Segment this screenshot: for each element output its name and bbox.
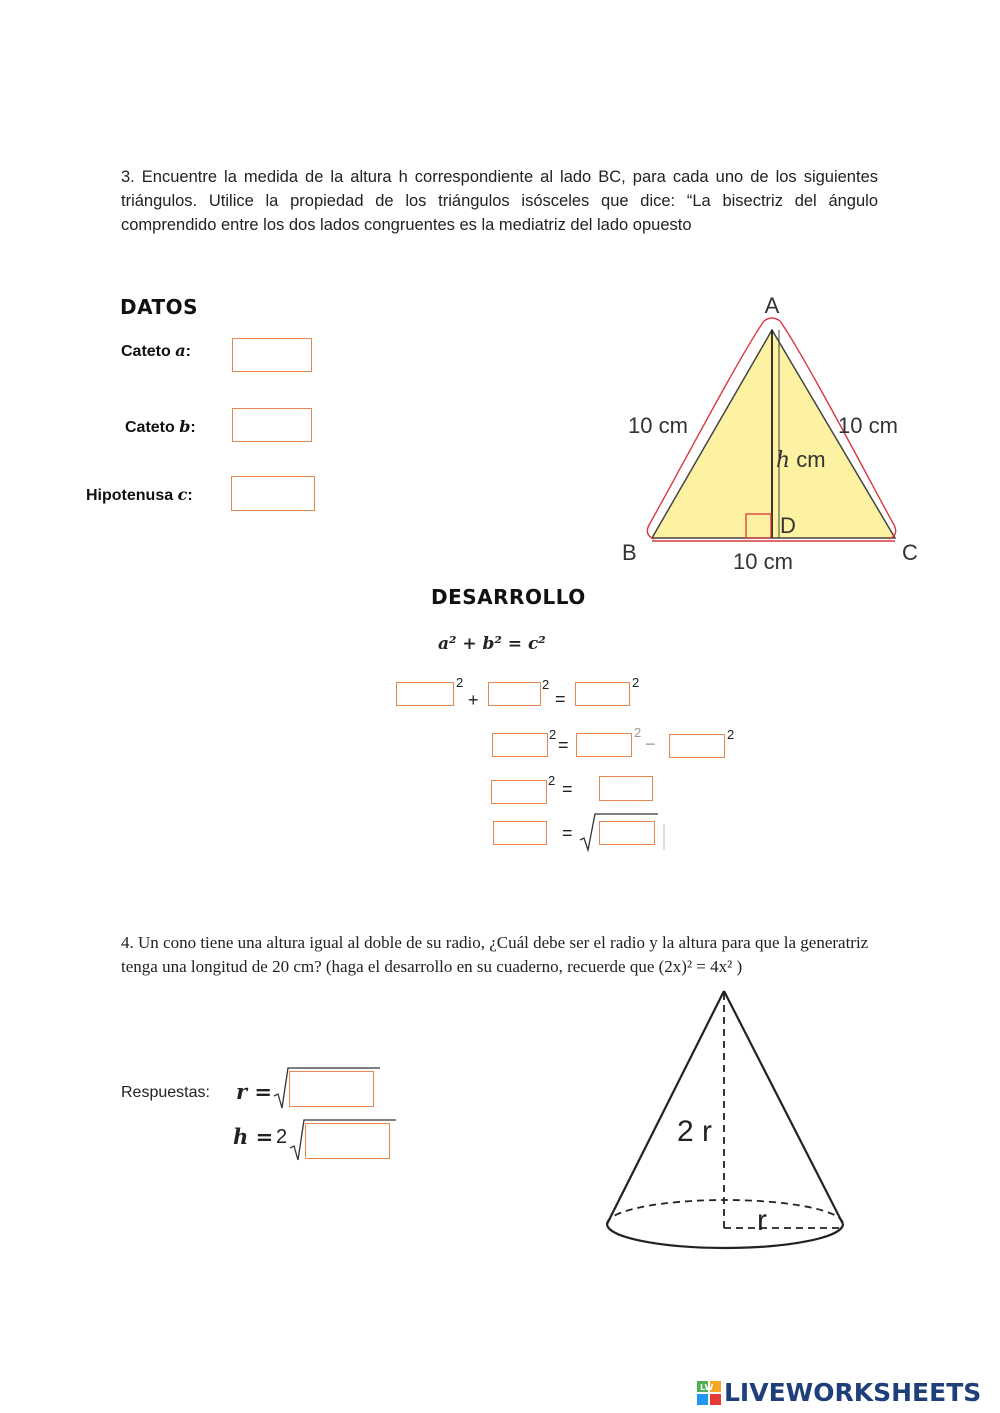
h-answer-input[interactable] bbox=[305, 1123, 390, 1159]
height-label: h cm bbox=[776, 447, 826, 473]
vertex-d-label: D bbox=[780, 513, 796, 538]
row1-b-exp: 2 bbox=[542, 677, 550, 692]
cone-radius-label: r bbox=[757, 1204, 767, 1237]
logo-letters: LW bbox=[700, 1383, 714, 1392]
cateto-b-input[interactable] bbox=[232, 408, 312, 442]
cone-right-side bbox=[724, 991, 843, 1224]
row1-equals: = bbox=[555, 689, 566, 709]
row3-h-exp: 2 bbox=[548, 773, 556, 788]
r-answer-input[interactable] bbox=[289, 1071, 374, 1107]
vertex-c-label: C bbox=[902, 540, 918, 565]
row2-b-input[interactable] bbox=[669, 734, 725, 758]
problem-3-text: 3. Encuentre la medida de la altura h correspondiente al lado BC, para cada uno de los siguientes triángulos. Utilice la propiedad de los triángulos isósceles que dice: “La bisectriz del ángulo comprendido entre los dos lados congruentes es la mediatriz del lado opuesto bbox=[121, 168, 878, 234]
cateto-a-label: Cateto a: bbox=[121, 341, 191, 360]
side-ab-label: 10 cm bbox=[628, 413, 688, 438]
brand-name: LIVEWORKSHEETS bbox=[724, 1378, 982, 1407]
h-coefficient: 2 bbox=[276, 1126, 288, 1148]
triangle-diagram bbox=[600, 285, 940, 580]
r-label: r = bbox=[236, 1079, 272, 1104]
row2-h-input[interactable] bbox=[492, 733, 548, 757]
desarrollo-heading: DESARROLLO bbox=[431, 585, 586, 609]
respuestas-label: Respuestas: bbox=[121, 1084, 210, 1101]
row1-b-input[interactable] bbox=[488, 682, 541, 706]
row1-c-exp: 2 bbox=[632, 675, 640, 690]
pythagoras-formula: a² + b² = c² bbox=[438, 634, 546, 654]
datos-heading: DATOS bbox=[120, 295, 199, 319]
row4-sqrt-input[interactable] bbox=[599, 821, 655, 845]
side-bc-label: 10 cm bbox=[733, 549, 793, 574]
cone-diagram bbox=[595, 985, 855, 1275]
row2-h-exp: 2 bbox=[549, 727, 557, 742]
row2-c-input[interactable] bbox=[576, 733, 632, 757]
row2-minus: − bbox=[645, 734, 656, 754]
brand-footer bbox=[697, 1378, 997, 1412]
row4-h-input[interactable] bbox=[493, 821, 547, 845]
row3-equals: = bbox=[562, 779, 573, 799]
hipotenusa-label: Hipotenusa c: bbox=[86, 485, 193, 504]
side-ac-label: 10 cm bbox=[838, 413, 898, 438]
hipotenusa-input[interactable] bbox=[231, 476, 315, 511]
cone-base-back bbox=[607, 1200, 843, 1224]
liveworksheets-logo-icon bbox=[697, 1381, 721, 1405]
vertex-b-label: B bbox=[622, 540, 637, 565]
row4-equals: = bbox=[562, 823, 573, 843]
vertex-a-label: A bbox=[764, 293, 780, 318]
row2-b-exp: 2 bbox=[727, 727, 735, 742]
row2-c-exp: 2 bbox=[634, 725, 642, 740]
row1-a-input[interactable] bbox=[396, 682, 454, 706]
row1-a-exp: 2 bbox=[456, 675, 464, 690]
row3-result-input[interactable] bbox=[599, 776, 653, 801]
row2-equals: = bbox=[558, 735, 569, 755]
row3-h-input[interactable] bbox=[491, 780, 547, 804]
h-label: h = bbox=[233, 1124, 274, 1149]
cone-height-label: 2 r bbox=[677, 1115, 713, 1148]
cone-left-side bbox=[607, 991, 724, 1224]
row1-plus: + bbox=[468, 690, 479, 710]
cateto-a-input[interactable] bbox=[232, 338, 312, 372]
cateto-b-label: Cateto b: bbox=[125, 417, 196, 436]
row1-c-input[interactable] bbox=[575, 682, 630, 706]
problem-4-text: 4. Un cono tiene una altura igual al doble de su radio, ¿Cuál debe ser el radio y la altura para que la generatriz tenga una longitud de 20 cm? (haga el desarrollo en su cuaderno, recuerde que (2x)² = 4x² ) bbox=[121, 933, 869, 976]
